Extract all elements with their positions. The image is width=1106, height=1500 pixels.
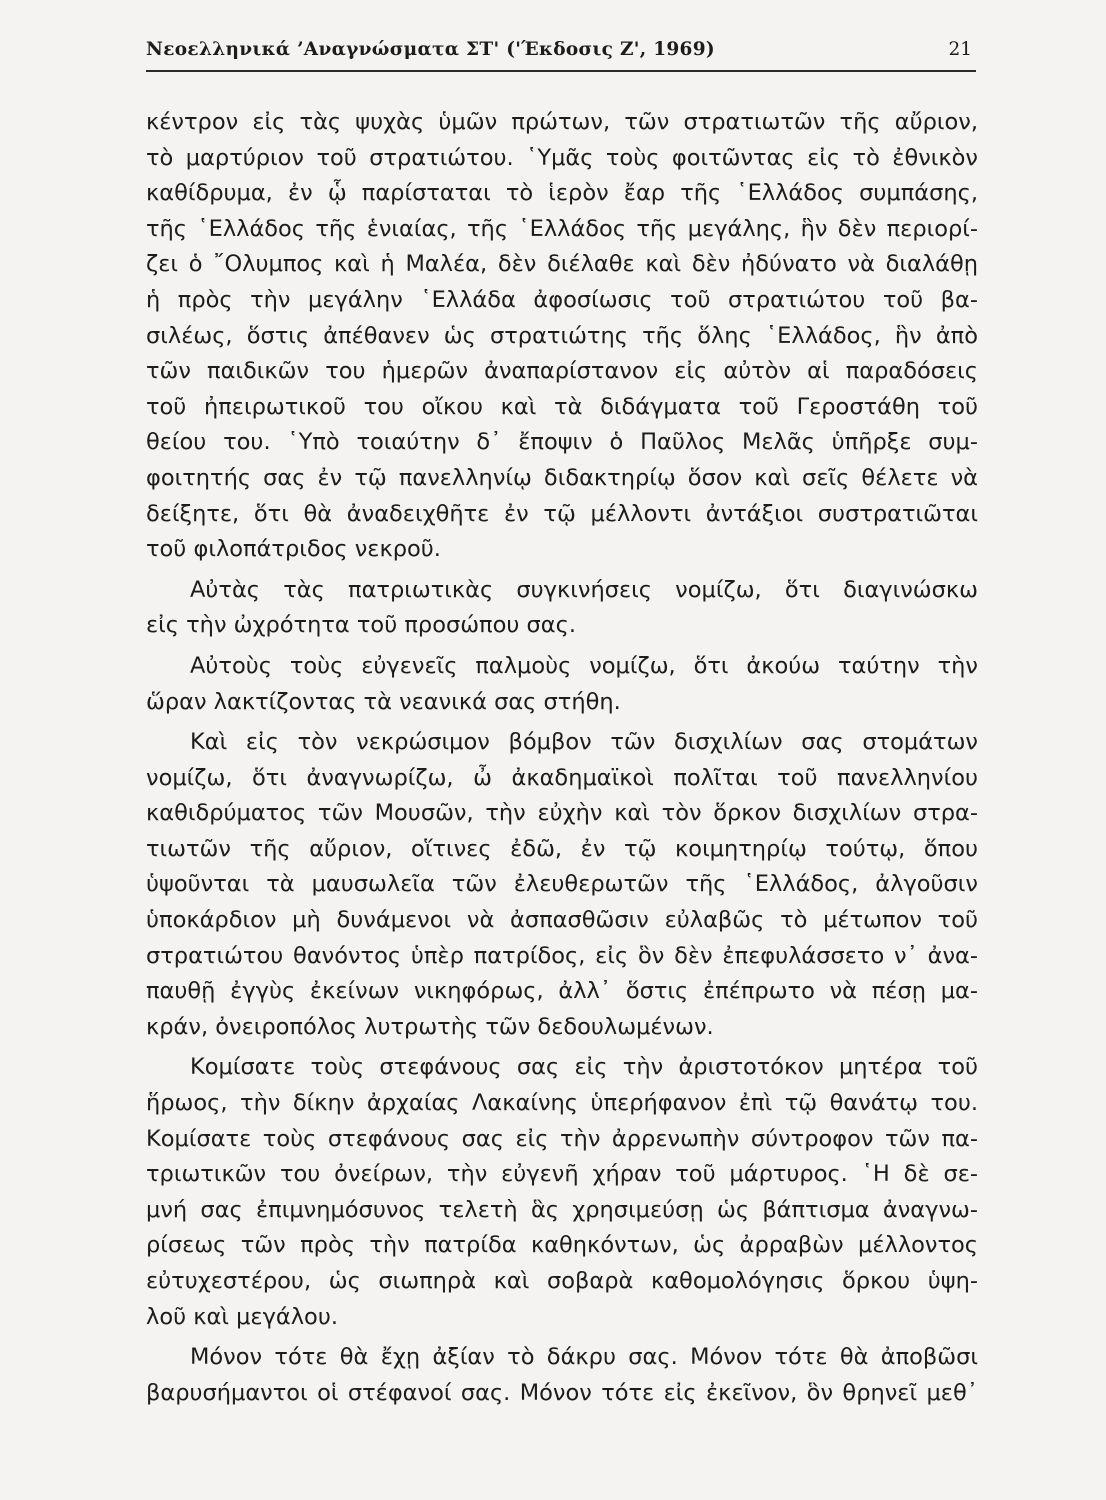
text-line: τιωτῶν τῆς αὔριον, οἵτινες ἐδῶ, ἐν τῷ κοιμητηρίῳ τούτῳ, ὅπου xyxy=(146,835,978,862)
text-line: Καὶ εἰς τὸν νεκρώσιμον βόμβον τῶν δισχιλίων σας στομάτων xyxy=(190,729,978,756)
text-line: ζει ὁ ῎Ολυμπος καὶ ἡ Μαλέα, δὲν διέλαθε καὶ δὲν ἠδύνατο νὰ διαλάθῃ xyxy=(146,251,978,278)
text-line: σιλέως, ὅστις ἀπέθανεν ὡς στρατιώτης τῆς ὅλης ῾Ελλάδος, ἣν ἀπὸ xyxy=(146,322,978,349)
text-line: θείου του. ῾Υπὸ τοιαύτην δ᾽ ἔποψιν ὁ Παῦλος Μελᾶς ὑπῆρξε συμ- xyxy=(146,429,978,456)
text-line: τοῦ ἠπειρωτικοῦ του οἴκου καὶ τὰ διδάγματα τοῦ Γεροστάθη τοῦ xyxy=(146,393,978,420)
text-line: παυθῇ ἐγγὺς ἐκείνων νικηφόρως, ἀλλ᾽ ὅστις ἐπέπρωτο νὰ πέσῃ μα- xyxy=(146,978,978,1005)
text-line: μνή σας ἐπιμνημόσυνος τελετὴ ἃς χρησιμεύσῃ ὡς βάπτισμα ἀναγνω- xyxy=(146,1196,978,1223)
page-number: 21 xyxy=(948,39,972,60)
text-line: κράν, ὀνειροπόλος λυτρωτὴς τῶν δεδουλωμένων. xyxy=(146,1013,714,1040)
text-line: Κομίσατε τοὺς στεφάνους σας εἰς τὴν ἀρρενωπὴν σύντροφον τῶν πα- xyxy=(146,1125,978,1152)
text-line: Μόνον τότε θὰ ἔχῃ ἀξίαν τὸ δάκρυ σας. Μόνον τότε θὰ ἀποβῶσι xyxy=(190,1344,978,1371)
text-line: κέντρον εἰς τὰς ψυχὰς ὑμῶν πρώτων, τῶν στρατιωτῶν τῆς αὔριον, xyxy=(146,109,978,135)
text-line: καθίδρυμα, ἐν ᾧ παρίσταται τὸ ἱερὸν ἔαρ τῆς ῾Ελλάδος συμπάσης, xyxy=(146,180,978,207)
text-line: δείξητε, ὅτι θὰ ἀναδειχθῆτε ἐν τῷ μέλλοντι ἀντάξιοι συστρατιῶται xyxy=(146,500,978,527)
text-line: ἡ πρὸς τὴν μεγάλην ῾Ελλάδα ἀφοσίωσις τοῦ στρατιώτου τοῦ βα- xyxy=(146,286,978,313)
running-title: Νεοελληνικά ’Αναγνώσματα ΣΤ' ('Έκδοσις Ζ', 1969) xyxy=(146,39,715,60)
paragraph xyxy=(146,105,978,568)
text-line: τῆς ῾Ελλάδος τῆς ἑνιαίας, τῆς ῾Ελλάδος τῆς μεγάλης, ἣν δὲν περιορί- xyxy=(146,215,978,242)
text-line: τριωτικῶν του ὀνείρων, τὴν εὐγενῆ χήραν τοῦ μάρτυρος. ῾Η δὲ σε- xyxy=(146,1161,978,1188)
text-line: ὑψοῦνται τὰ μαυσωλεῖα τῶν ἐλευθερωτῶν τῆς ῾Ελλάδος, ἀλγοῦσιν xyxy=(146,871,978,898)
text-line: ὥραν λακτίζοντας τὰ νεανικά σας στήθη. xyxy=(146,688,621,715)
text-line: εἰς τὴν ὠχρότητα τοῦ προσώπου σας. xyxy=(146,612,576,639)
running-header xyxy=(146,36,976,72)
text-line: φοιτητής σας ἐν τῷ πανελληνίῳ διδακτηρίῳ ὅσον καὶ σεῖς θέλετε νὰ xyxy=(146,464,978,491)
paragraph xyxy=(146,1050,978,1335)
text-line: τὸ μαρτύριον τοῦ στρατιώτου. ῾Υμᾶς τοὺς φοιτῶντας εἰς τὸ ἐθνικὸν xyxy=(146,144,978,171)
text-line: ρίσεως τῶν πρὸς τὴν πατρίδα καθηκόντων, ὡς ἀρραβὼν μέλλοντος xyxy=(146,1232,978,1259)
paragraph xyxy=(146,1340,978,1411)
text-line: ἥρωος, τὴν δίκην ἀρχαίας Λακαίνης ὑπερήφανον ἐπὶ τῷ θανάτῳ του. xyxy=(146,1090,978,1117)
text-line: Κομίσατε τοὺς στεφάνους σας εἰς τὴν ἀριστοτόκον μητέρα τοῦ xyxy=(190,1054,978,1081)
text-line: ὑποκάρδιον μὴ δυνάμενοι νὰ ἀσπασθῶσιν εὐλαβῶς τὸ μέτωπον τοῦ xyxy=(146,907,978,934)
paragraph xyxy=(146,725,978,1045)
text-line: βαρυσήμαντοι οἱ στέφανοί σας. Μόνον τότε εἰς ἐκεῖνον, ὃν θρηνεῖ μεθ᾽ xyxy=(146,1379,978,1406)
text-line: τῶν παιδικῶν του ἡμερῶν ἀναπαρίστανον εἰς αὐτὸν αἱ παραδόσεις xyxy=(146,358,978,385)
text-line: Αὐτοὺς τοὺς εὐγενεῖς παλμοὺς νομίζω, ὅτι ἀκούω ταύτην τὴν xyxy=(190,652,978,679)
text-line: καθιδρύματος τῶν Μουσῶν, τὴν εὐχὴν καὶ τὸν ὅρκον δισχιλίων στρα- xyxy=(146,800,978,827)
body-text xyxy=(146,105,978,1411)
text-line: λοῦ καὶ μεγάλου. xyxy=(146,1303,338,1330)
text-line: τοῦ φιλοπάτριδος νεκροῦ. xyxy=(146,536,441,563)
paragraph xyxy=(146,573,978,644)
text-line: εὐτυχεστέρου, ὡς σιωπηρὰ καὶ σοβαρὰ καθομολόγησις ὅρκου ὑψη- xyxy=(146,1268,978,1294)
text-line: νομίζω, ὅτι ἀναγνωρίζω, ὦ ἀκαδημαϊκοὶ πολῖται τοῦ πανελληνίου xyxy=(146,764,978,791)
paragraph xyxy=(146,649,978,720)
text-line: Αὐτὰς τὰς πατριωτικὰς συγκινήσεις νομίζω, ὅτι διαγινώσκω xyxy=(190,576,978,603)
text-line: στρατιώτου θανόντος ὑπὲρ πατρίδος, εἰς ὃν δὲν ἐπεφυλάσσετο ν᾽ ἀνα- xyxy=(146,942,978,969)
